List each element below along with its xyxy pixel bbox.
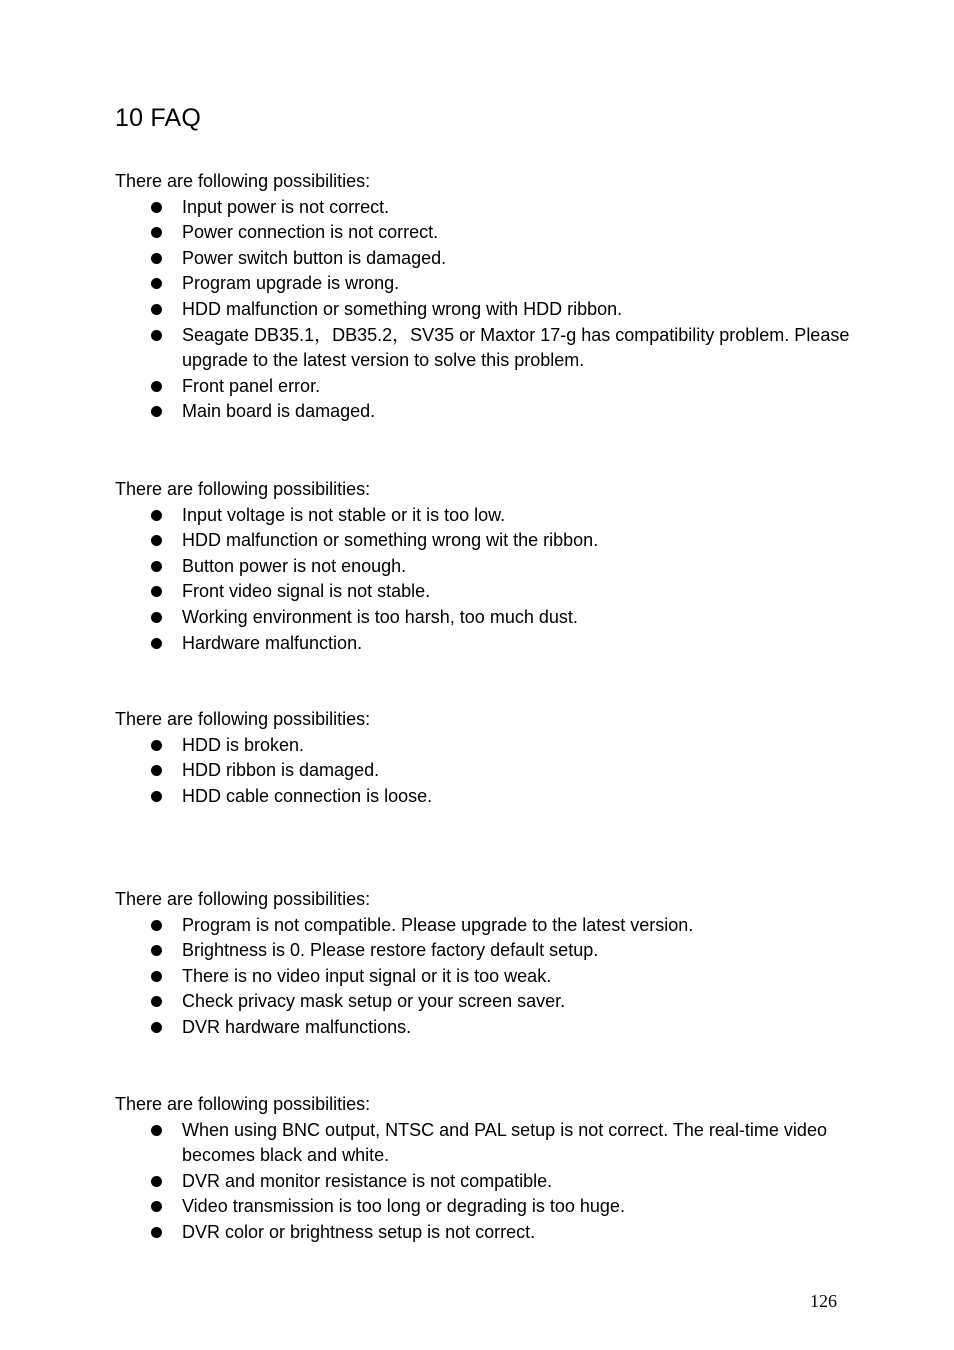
list-item-text: Main board is damaged. bbox=[182, 401, 376, 422]
list-item-text: Power connection is not correct. bbox=[182, 222, 439, 243]
section-intro: There are following possibilities: bbox=[115, 709, 371, 729]
list-item bbox=[115, 374, 855, 400]
bullet-icon bbox=[151, 253, 162, 264]
faq-section-5 bbox=[115, 1092, 855, 1246]
list-item-text: When using BNC output, NTSC and PAL setup is not correct. The real-time video becomes black and white. bbox=[182, 1119, 827, 1166]
list-item bbox=[115, 528, 855, 554]
bullet-icon bbox=[151, 945, 162, 956]
bullet-icon bbox=[151, 920, 162, 931]
bullet-icon bbox=[151, 510, 162, 521]
list-item bbox=[115, 297, 855, 323]
list-item-text: DVR hardware malfunctions. bbox=[182, 1016, 412, 1037]
bullet-icon bbox=[151, 1227, 162, 1238]
bullet-icon bbox=[151, 202, 162, 213]
list-item-text: HDD is broken. bbox=[182, 734, 305, 755]
list-item bbox=[115, 1015, 855, 1041]
page-title: 10 FAQ bbox=[115, 104, 201, 132]
list-item-text: HDD malfunction or something wrong with HDD ribbon. bbox=[182, 298, 623, 319]
list-item bbox=[115, 938, 855, 964]
list-item bbox=[115, 271, 855, 297]
list-item bbox=[115, 503, 855, 529]
bullet-icon bbox=[151, 996, 162, 1007]
bullet-icon bbox=[151, 381, 162, 392]
list-item-text: Program upgrade is wrong. bbox=[182, 273, 400, 294]
bullet-icon bbox=[151, 1022, 162, 1033]
bullet-icon bbox=[151, 1201, 162, 1212]
list-item-text: HDD ribbon is damaged. bbox=[182, 760, 380, 781]
list-item bbox=[115, 323, 855, 374]
bullet-list bbox=[115, 503, 855, 657]
bullet-icon bbox=[151, 406, 162, 417]
bullet-icon bbox=[151, 561, 162, 572]
list-item bbox=[115, 1194, 855, 1220]
bullet-icon bbox=[151, 740, 162, 751]
list-item-text: Seagate DB35.1，DB35.2，SV35 or Maxtor 17-g has compatibility problem. Please upgrade to the latest version to solve this problem. bbox=[182, 324, 850, 371]
page-number: 126 bbox=[810, 1291, 837, 1311]
bullet-icon bbox=[151, 612, 162, 623]
list-item bbox=[115, 1220, 855, 1246]
bullet-list bbox=[115, 733, 855, 810]
list-item bbox=[115, 784, 855, 810]
list-item bbox=[115, 399, 855, 425]
list-item-text: Power switch button is damaged. bbox=[182, 247, 447, 268]
list-item-text: Check privacy mask setup or your screen saver. bbox=[182, 991, 566, 1012]
list-item-text: Working environment is too harsh, too much dust. bbox=[182, 606, 578, 627]
list-item-text: DVR and monitor resistance is not compatible. bbox=[182, 1170, 553, 1191]
bullet-icon bbox=[151, 227, 162, 238]
list-item bbox=[115, 246, 855, 272]
list-item bbox=[115, 195, 855, 221]
list-item-text: Front video signal is not stable. bbox=[182, 581, 431, 602]
list-item-text: There is no video input signal or it is too weak. bbox=[182, 965, 552, 986]
list-item-text: Input voltage is not stable or it is too low. bbox=[182, 504, 506, 525]
list-item-text: DVR color or brightness setup is not correct. bbox=[182, 1221, 536, 1242]
list-item-text: Input power is not correct. bbox=[182, 196, 390, 217]
list-item-text: HDD cable connection is loose. bbox=[182, 785, 433, 806]
list-item bbox=[115, 220, 855, 246]
bullet-icon bbox=[151, 330, 162, 341]
list-item-text: HDD malfunction or something wrong wit the ribbon. bbox=[182, 530, 599, 551]
list-item-text: Brightness is 0. Please restore factory default setup. bbox=[182, 940, 599, 961]
list-item bbox=[115, 733, 855, 759]
bullet-icon bbox=[151, 304, 162, 315]
list-item bbox=[115, 913, 855, 939]
list-item bbox=[115, 964, 855, 990]
bullet-icon bbox=[151, 586, 162, 597]
bullet-icon bbox=[151, 1125, 162, 1136]
list-item bbox=[115, 579, 855, 605]
list-item bbox=[115, 1118, 855, 1169]
bullet-icon bbox=[151, 278, 162, 289]
faq-section-1 bbox=[115, 169, 855, 425]
bullet-icon bbox=[151, 535, 162, 546]
list-item-text: Button power is not enough. bbox=[182, 555, 407, 576]
bullet-icon bbox=[151, 1176, 162, 1187]
list-item bbox=[115, 631, 855, 657]
list-item bbox=[115, 758, 855, 784]
list-item-text: Hardware malfunction. bbox=[182, 632, 363, 653]
section-intro: There are following possibilities: bbox=[115, 479, 371, 499]
list-item bbox=[115, 989, 855, 1015]
section-intro: There are following possibilities: bbox=[115, 1094, 371, 1114]
bullet-icon bbox=[151, 765, 162, 776]
bullet-list bbox=[115, 913, 855, 1041]
section-intro: There are following possibilities: bbox=[115, 889, 371, 909]
bullet-icon bbox=[151, 791, 162, 802]
list-item-text: Front panel error. bbox=[182, 375, 321, 396]
list-item-text: Program is not compatible. Please upgrade to the latest version. bbox=[182, 914, 694, 935]
faq-section-4 bbox=[115, 887, 855, 1041]
bullet-list bbox=[115, 195, 855, 425]
list-item bbox=[115, 605, 855, 631]
bullet-list bbox=[115, 1118, 855, 1246]
faq-section-3 bbox=[115, 707, 855, 809]
bullet-icon bbox=[151, 638, 162, 649]
bullet-icon bbox=[151, 971, 162, 982]
list-item bbox=[115, 554, 855, 580]
list-item-text: Video transmission is too long or degrading is too huge. bbox=[182, 1196, 625, 1217]
list-item bbox=[115, 1169, 855, 1195]
faq-section-2 bbox=[115, 477, 855, 656]
section-intro: There are following possibilities: bbox=[115, 171, 371, 191]
